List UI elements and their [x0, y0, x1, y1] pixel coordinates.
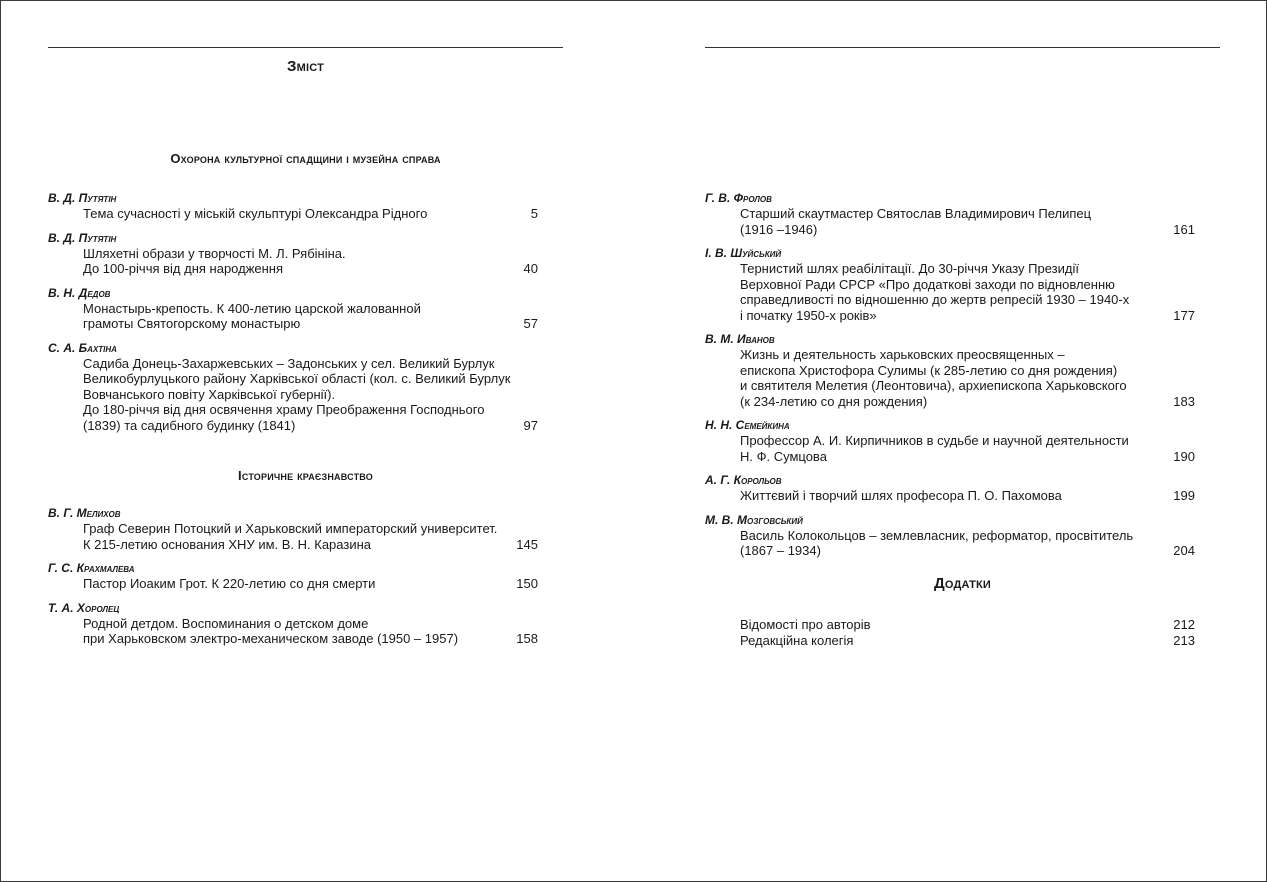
entry-title-line: Граф Северин Потоцкий и Харьковский императорский университет. — [83, 521, 498, 536]
entry-title-line: Садиба Донець-Захаржевських – Задонських у сел. Великий Бурлук — [83, 355, 495, 371]
toc-entry — [48, 286, 538, 332]
appendix-item-label: Відомості про авторів — [740, 617, 871, 632]
entry-title-line: Тема сучасності у міській скульптурі Олександра Рідного — [83, 206, 428, 221]
toc-entry — [48, 561, 538, 592]
entry-page-number: 97 — [523, 417, 538, 433]
appendix-item-page: 212 — [1173, 617, 1195, 632]
entry-title-line: Верховної Ради СРСР «Про додаткові заходи по відновленню — [740, 276, 1115, 292]
entry-author: Г. В. Фролов — [705, 191, 772, 205]
toc-entry — [705, 473, 1195, 504]
entry-page-number: 177 — [1173, 307, 1195, 323]
entry-title-line: Жизнь и деятельность харьковских преосвященных – — [740, 347, 1065, 362]
entry-title-line: К 215-летию основания ХНУ им. В. Н. Каразина — [83, 536, 371, 552]
entry-author: Г. С. Крахмалева — [48, 561, 135, 575]
entry-page-number: 5 — [530, 206, 538, 221]
section-heading-heritage: Охорона культурної спадщини і музейна справа — [170, 151, 441, 166]
toc-entry — [705, 332, 1195, 409]
entry-title-line: грамоты Святогорскому монастырю — [83, 316, 301, 331]
entry-author: С. А. Бахтіна — [48, 340, 117, 355]
entry-author: В. М. Иванов — [705, 332, 775, 346]
entry-title-line: (1839) та садибного будинку (1841) — [83, 417, 296, 433]
entry-page-number: 190 — [1173, 448, 1195, 464]
entry-page-number: 161 — [1173, 221, 1195, 237]
entry-title-line: Життєвий і творчий шлях професора П. О. Пахомова — [740, 488, 1062, 503]
toc-entry — [48, 191, 538, 222]
entry-title-line: Великобурлуцького району Харківської області (кол. с. Великий Бурлук — [83, 371, 511, 386]
entry-title-line: До 180-річчя від дня освячення храму Преображення Господнього — [83, 402, 485, 417]
entry-title-line: і початку 1950-х років» — [740, 307, 877, 323]
entry-title-line: Тернистий шлях реабілітації. До 30-річчя Указу Президії — [740, 261, 1079, 276]
entry-author: В. Д. Путятін — [48, 230, 117, 245]
entry-author: В. Н. Дедов — [48, 285, 111, 300]
top-rule-left — [48, 47, 563, 48]
entry-author: В. Г. Мелихов — [48, 506, 121, 520]
entry-author: Т. А. Хоролец — [48, 600, 120, 615]
page-title: Зміст — [286, 58, 324, 75]
entry-title-line: Родной детдом. Воспоминания о детском доме — [83, 615, 369, 631]
appendix-item-label: Редакційна колегія — [740, 632, 854, 648]
toc-entry — [705, 513, 1195, 559]
entry-title-line: (1916 –1946) — [740, 221, 818, 237]
entry-title-line: Профессор А. И. Кирпичников в судьбе и научной деятельности — [740, 433, 1129, 448]
entry-title-line: Пастор Иоаким Грот. К 220-летию со дня смерти — [83, 576, 376, 591]
entry-author: І. В. Шуйський — [705, 246, 782, 260]
appendix-item-page: 213 — [1173, 632, 1195, 648]
entry-page-number: 145 — [516, 536, 538, 552]
entry-page-number: 40 — [523, 261, 538, 276]
entry-title-line: Старший скаутмастер Святослав Владимирович Пелипец — [740, 206, 1092, 221]
entry-page-number: 204 — [1173, 543, 1195, 558]
toc-list-local-history-continued — [705, 191, 1195, 568]
entry-title-line: (1867 – 1934) — [740, 543, 821, 558]
toc-entry — [705, 191, 1195, 237]
toc-list-local-history — [48, 506, 538, 656]
entry-title-line: Монастырь-крепость. К 400-летию царской жалованной — [83, 300, 421, 316]
entry-author: Н. Н. Семейкина — [705, 418, 790, 432]
entry-title-line: справедливості по відношенню до жертв репресій 1930 – 1940-х — [740, 292, 1130, 307]
entry-author: М. В. Мозговський — [705, 512, 803, 527]
toc-entry — [48, 506, 538, 552]
entry-title-line: Н. Ф. Сумцова — [740, 448, 827, 464]
entry-title-line: Шляхетні образи у творчості М. Л. Рябініна. — [83, 245, 346, 261]
toc-list-heritage — [48, 191, 538, 442]
top-rule-right — [705, 47, 1220, 48]
appendix-item — [705, 617, 1195, 633]
toc-entry — [48, 231, 538, 277]
section-heading-appendices: Додатки — [933, 575, 992, 592]
entry-title-line: Василь Колокольцов – землевласник, реформатор, просвітитель — [740, 527, 1134, 543]
entry-page-number: 183 — [1173, 393, 1195, 409]
entry-title-line: и святителя Мелетия (Леонтовича), архиепископа Харьковского — [740, 378, 1127, 393]
appendix-list — [705, 617, 1195, 648]
entry-page-number: 199 — [1173, 488, 1195, 503]
entry-title-line: при Харьковском электро-механическом заводе (1950 – 1957) — [83, 631, 459, 646]
entry-title-line: Вовчанського повіту Харківської губернії). — [83, 386, 336, 402]
toc-entry — [705, 418, 1195, 464]
entry-author: А. Г. Корольов — [705, 473, 782, 487]
section-heading-local-history: Історичне краєзнавство — [238, 468, 373, 483]
toc-entry — [48, 601, 538, 647]
entry-page-number: 158 — [516, 631, 538, 646]
entry-author: В. Д. Путятін — [48, 191, 117, 205]
toc-entry — [705, 246, 1195, 323]
entry-title-line: До 100-річчя від дня народження — [83, 261, 284, 276]
toc-entry — [48, 341, 538, 434]
entry-page-number: 57 — [523, 316, 538, 331]
entry-title-line: (к 234-летию со дня рождения) — [740, 393, 928, 409]
entry-page-number: 150 — [516, 576, 538, 591]
appendix-item — [705, 633, 1195, 649]
entry-title-line: епископа Христофора Сулимы (к 285-летию со дня рождения) — [740, 362, 1118, 378]
